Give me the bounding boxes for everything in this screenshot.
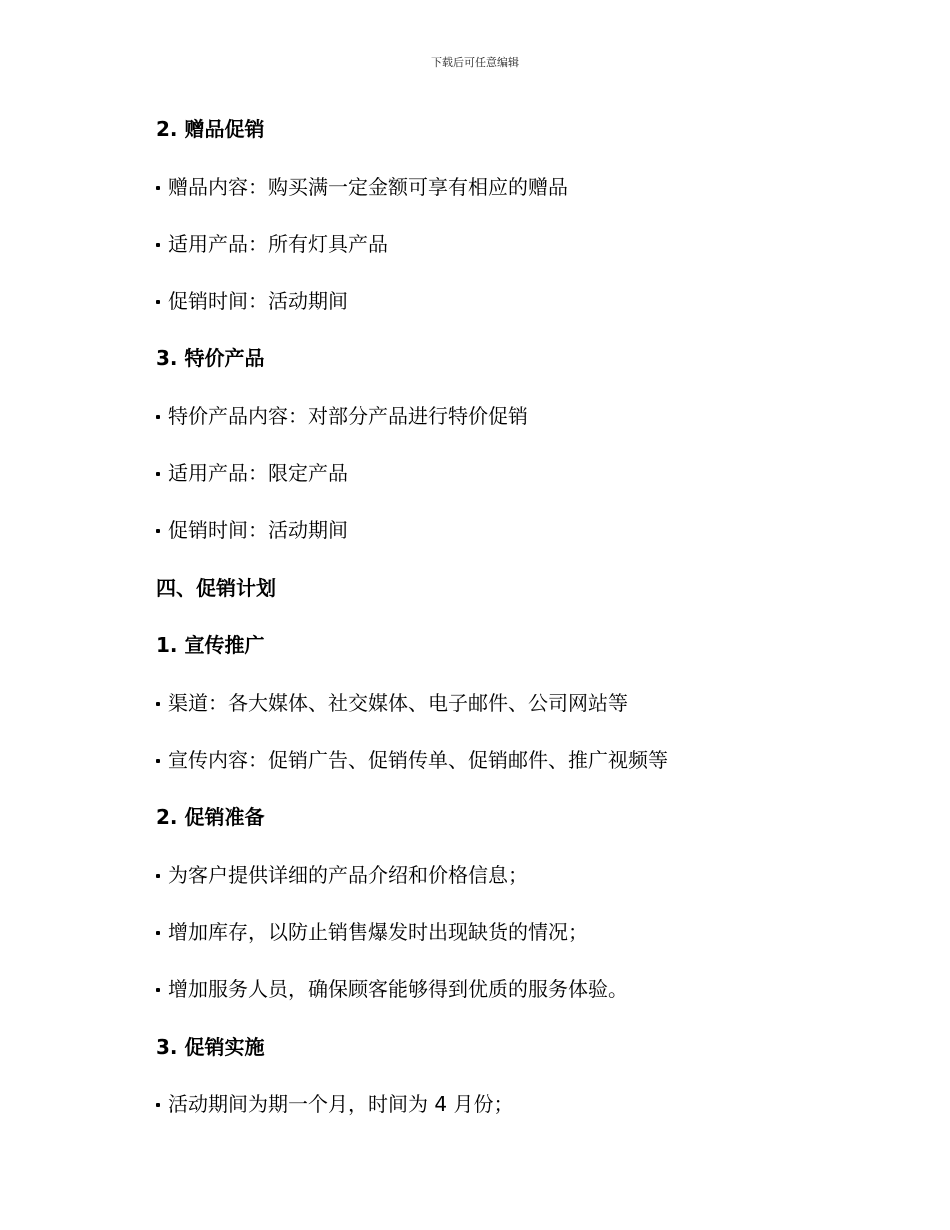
list-item: 增加服务人员，确保顾客能够得到优质的服务体验。 (156, 975, 628, 1003)
section-heading-special-price: 3. 特价产品 (156, 346, 265, 370)
list-item: 渠道：各大媒体、社交媒体、电子邮件、公司网站等 (156, 689, 628, 717)
list-item: 适用产品：所有灯具产品 (156, 230, 388, 258)
chapter-heading-promotion-plan: 四、促销计划 (156, 576, 276, 600)
section-heading-implementation: 3. 促销实施 (156, 1035, 265, 1059)
section-heading-gift-promotion: 2. 赠品促销 (156, 117, 265, 141)
list-item: 增加库存，以防止销售爆发时出现缺货的情况； (156, 918, 588, 946)
list-item: 赠品内容：购买满一定金额可享有相应的赠品 (156, 173, 568, 201)
list-item: 活动期间为期一个月，时间为 4 月份； (156, 1090, 513, 1118)
list-item: 特价产品内容：对部分产品进行特价促销 (156, 402, 528, 430)
list-item: 适用产品：限定产品 (156, 459, 348, 487)
section-heading-publicity: 1. 宣传推广 (156, 633, 265, 657)
list-item: 促销时间：活动期间 (156, 287, 348, 315)
list-item: 为客户提供详细的产品介绍和价格信息； (156, 861, 528, 889)
list-item: 促销时间：活动期间 (156, 516, 348, 544)
list-item: 宣传内容：促销广告、促销传单、促销邮件、推广视频等 (156, 746, 668, 774)
header-note: 下载后可任意编辑 (431, 56, 519, 69)
section-heading-preparation: 2. 促销准备 (156, 805, 265, 829)
